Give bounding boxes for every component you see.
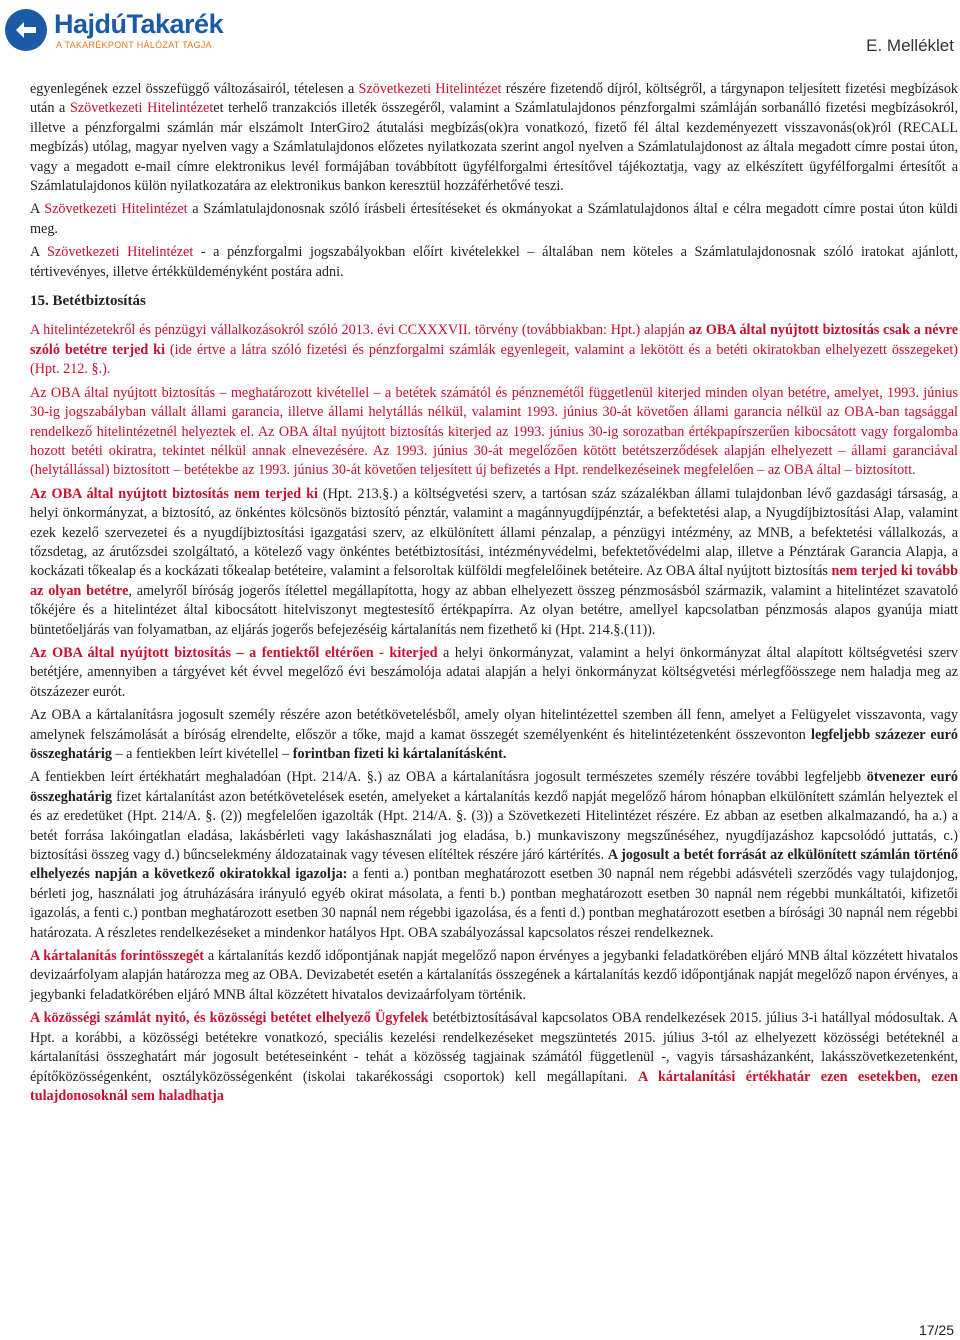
section-heading: 15. Betétbiztosítás [30, 293, 146, 310]
paragraph-5: Az OBA által nyújtott biztosítás – meghatározott kivétellel – a betétek számától és pénznemétől függetlenül kiterjed minden olyan betétre, amelyet, 1993. június 30-ig jogszabályban vállalt állami garancia, illetve állami helytállás nélkül, valamint 1993. június 30-át követően állami garancia nélkül az OBA-ban tagsággal rendelkező hitelintézetnél helyeztek el. Az OBA által nyújtott biztosítás kiterjed az 1993. június 30-ig sorozatban értékpapírszerűen kibocsátott vagy forgalomba hozott betéti okiratra, tekintet nélkül annak elnevezésére. Az 1993. június 30-át megelőzően kötött betétszerződések alapján elhelyezett – állami garanciával (helytállással) biztosított – betétekbe az 1993. június 30-át követően teljesített új befizetés a Hpt. rendelkezéseinek megfelelően – az OBA által – biztosított. [30, 384, 958, 479]
bank-logo-wordmark: HajdúTakarék [54, 9, 224, 39]
paragraph-10: A kártalanítás forintösszegét a kártalanítás kezdő időpontjának napját megelőző napon érvényes a jegybanki feladatkörében eljáró MNB által közzétett hivatalos devizaárfolyam alapján határozza meg az OBA. Devizabetét esetén a kártalanítás összegének a kártalanítás kezdő időpontjának napját megelőző napon érvényes, a jegybanki feladatkörében eljáró MNB által közzétett hivatalos devizaárfolyam történik. [30, 948, 958, 1003]
annex-label: E. Melléklet [866, 36, 954, 55]
bank-logo [4, 6, 224, 54]
paragraph-3: A Szövetkezeti Hitelintézet - a pénzforgalmi jogszabályokban előírt kivételekkel – általában nem köteles a Számlatulajdonosnak szóló iratokat ajánlott, tértivevényes, illetve értékküldeményként postára adni. [30, 244, 958, 280]
bank-logo-icon [4, 8, 48, 52]
page-header [0, 0, 960, 60]
paragraph-4: A hitelintézetekről és pénzügyi vállalkozásokról szóló 2013. évi CCXXXVII. törvény (továbbiakban: Hpt.) alapján az OBA által nyújtott biztosítás csak a névre szóló betétre terjed ki (ide értve a látra szóló fizetési és pénzforgalmi számlák egyenlegeit, valamint a lekötött és a betéti okiratokban elhelyezett összegeket) (Hpt. 212. §.). [30, 322, 958, 378]
paragraph-2: A Szövetkezeti Hitelintézet a Számlatulajdonosnak szóló írásbeli értesítéseket és okmányokat a Számlatulajdonos által e célra megadott címre postai úton küldi meg. [30, 201, 959, 237]
paragraph-11: A közösségi számlát nyitó, és közösségi betétet elhelyező Ügyfelek betétbiztosításával kapcsolatos OBA rendelkezések 2015. július 3-i hatállyal módosultak. A Hpt. a korábbi, a közösségi betétekre vonatkozó, speciális kezelési rendelkezéseket megszüntetés 2015. július 3-tól az elhelyezett közösségi betéteknél a kártalanítási összeghatárt már jogosult betéteseinként - tehát a közösség tagjainak számától függetlenül -, vagyis társasházanként, lakásszövetkezetenként, építőközösségenként, osztályközösségenként (iskolai takarékossági csoportok) kell megállapítani. A kártalanítási értékhatár ezen esetekben, ezen tulajdonosoknál sem haladhatja [30, 1010, 958, 1104]
bank-logo-tagline: A TAKARÉKPONT HÁLÓZAT TAGJA [56, 40, 212, 50]
paragraph-1: egyenlegének ezzel összefüggő változásairól, tételesen a Szövetkezeti Hitelintézet részére fizetendő díjról, költségről, a tárgynapon teljesített fizetési megbízások után a Szövetkezeti Hitelintézetet terhelő tranzakciós illeték összegéről, valamint a Számlatulajdonos pénzforgalmi számláján sorbanálló fizetési megbízásokról, illetve a pénzforgalmi számlán már elszámolt InterGiro2 átutalási megbízás(ok)ra vonatkozó, fizető fél által kezdeményezett visszavonás(ok)ról (RECALL megbízás) utólag, magyar nyelven vagy a Számlatulajdonos előzetes nyilatkozata szerint angol nyelven a Számlatulajdonost az általa megadott címre postai úton, vagy a megadott e-mail címre elektronikus levél formájában továbbított ügyfélforgalmi értesítővel tájékoztatja, vagy az elkészített ügyfélforgalmi értesítőt a Számlatulajdonos külön nyilatkozatára az elektronikus bankon keresztül hozzáférhetővé teszi. [30, 81, 959, 195]
paragraph-8: Az OBA a kártalanításra jogosult személy részére azon betétkövetelésből, amely olyan hitelintézettel szemben áll fenn, amelyet a Felügyelet visszavonta, vagy amelynek felszámolását a bíróság elrendelte, először a tőke, majd a kamat összegét személyenként és hitelintézetenként összevonton legfeljebb százezer euró összeghatárig – a fentiekben leírt kivétellel – forintban fizeti ki kártalanításként. [30, 707, 958, 762]
paragraph-9: A fentiekben leírt értékhatárt meghaladóan (Hpt. 214/A. §.) az OBA a kártalanításra jogosult természetes személy részére további legfeljebb ötvenezer euró összeghatárig fizet kártalanítást azon betétkövetelések esetén, amelyeket a kártalanítás kezdő napját megelőző három hónapban elkülönített számlán helyeztek el és az eredetüket (Hpt. 214/A. §. (2)) megfelelően igazolták (Hpt. 214/A. §. (3)) a Szövetkezeti Hitelintézet részére. Ez abban az esetben alkalmazandó, ha a.) a betét forrása lakóingatlan eladása, lakásbérleti vagy lakáshasználati jog eladása, b.) munkaviszony megszűnéséhez, nyugdíjazáshoz kapcsolódó juttatás, c.) biztosítási összeg vagy d.) bűncselekmény áldozatainak vagy tévesen elítéltek részére járó kártérítés. A jogosult a betét forrását az elkülönített számlán történő elhelyezés napján a következő okiratokkal igazolja: a fenti a.) pontban meghatározott esetben 30 napnál nem régebbi adásvételi szerződés vagy tulajdonjog, bérleti jog, használati jog átruházására irányuló egyéb okirat másolata, a fenti b.) pontban meghatározott esetben 30 napnál nem régebbi munkáltatói, kifizetői igazolás, a fenti c.) pontban meghatározott esetben 30 napnál nem régebbi igazolása, és a fenti d.) pontban meghatározott esetben a bírósági 30 napnál nem régebbi határozata. A részletes rendelkezéseket a mindenkor hatályos Hpt. OBA szabályozással kapcsolatos részei rendelkeznek. [30, 769, 959, 941]
paragraph-7: Az OBA által nyújtott biztosítás – a fentiektől eltérően - kiterjed a helyi önkormányzat, valamint a helyi önkormányzat által alapított költségvetési szerv betétjére, amennyiben a tárgyévet két évvel megelőző évi beszámolója adatai alapján a helyi önkormányzat költségvetési mérlegfőösszege nem haladja meg az ötszázezer eurót. [30, 644, 959, 700]
paragraph-6: Az OBA által nyújtott biztosítás nem terjed ki (Hpt. 213.§.) a költségvetési szerv, a tartósan száz százalékban állami tulajdonban lévő gazdasági társaság, a helyi önkormányzat, a biztosító, az önkéntes kölcsönös biztosító pénztár, valamint a magánnyugdíjpénztár, a befektetési alap, a Nyugdíjbiztosítási Alap, valamint ezek kezelő szervezetei és a nyugdíjbiztosítási igazgatási szerv, az elkülönített állami pénzalap, a pénzügyi intézmény, az MNB, a befektetési vállalkozás, a tőzsdetag, az árutőzsdei szolgáltató, a kötelező vagy önkéntes betétbiztosítási, intézményvédelmi, befektetővédelmi alap, illetve a Pénztárak Garancia Alapja, a kockázati tőkealap és a kockázati tőkealap betéteire, valamint a felsoroltak külföldi megfelelőinek betéteire. Az OBA által nyújtott biztosítás nem terjed ki tovább az olyan betétre, amelyről bíróság jogerős ítélettel megállapította, hogy az abban elhelyezett összeg pénzmosásból származik, valamint a hitelintézet szavatoló tőkéjére és a hitelintézet által kibocsátott hitelviszonyt megtestesítő értékpapírra. Az olyan betétre, amellyel kapcsolatban pénzmosás alapos gyanúja miatt büntetőeljárás van folyamatban, az eljárás jogerős befejezéséig kártalanítás nem fizethető ki (Hpt. 214.§.(11)). [30, 485, 958, 638]
document-body [30, 80, 958, 1110]
page-number: 17/25 [918, 1322, 954, 1338]
